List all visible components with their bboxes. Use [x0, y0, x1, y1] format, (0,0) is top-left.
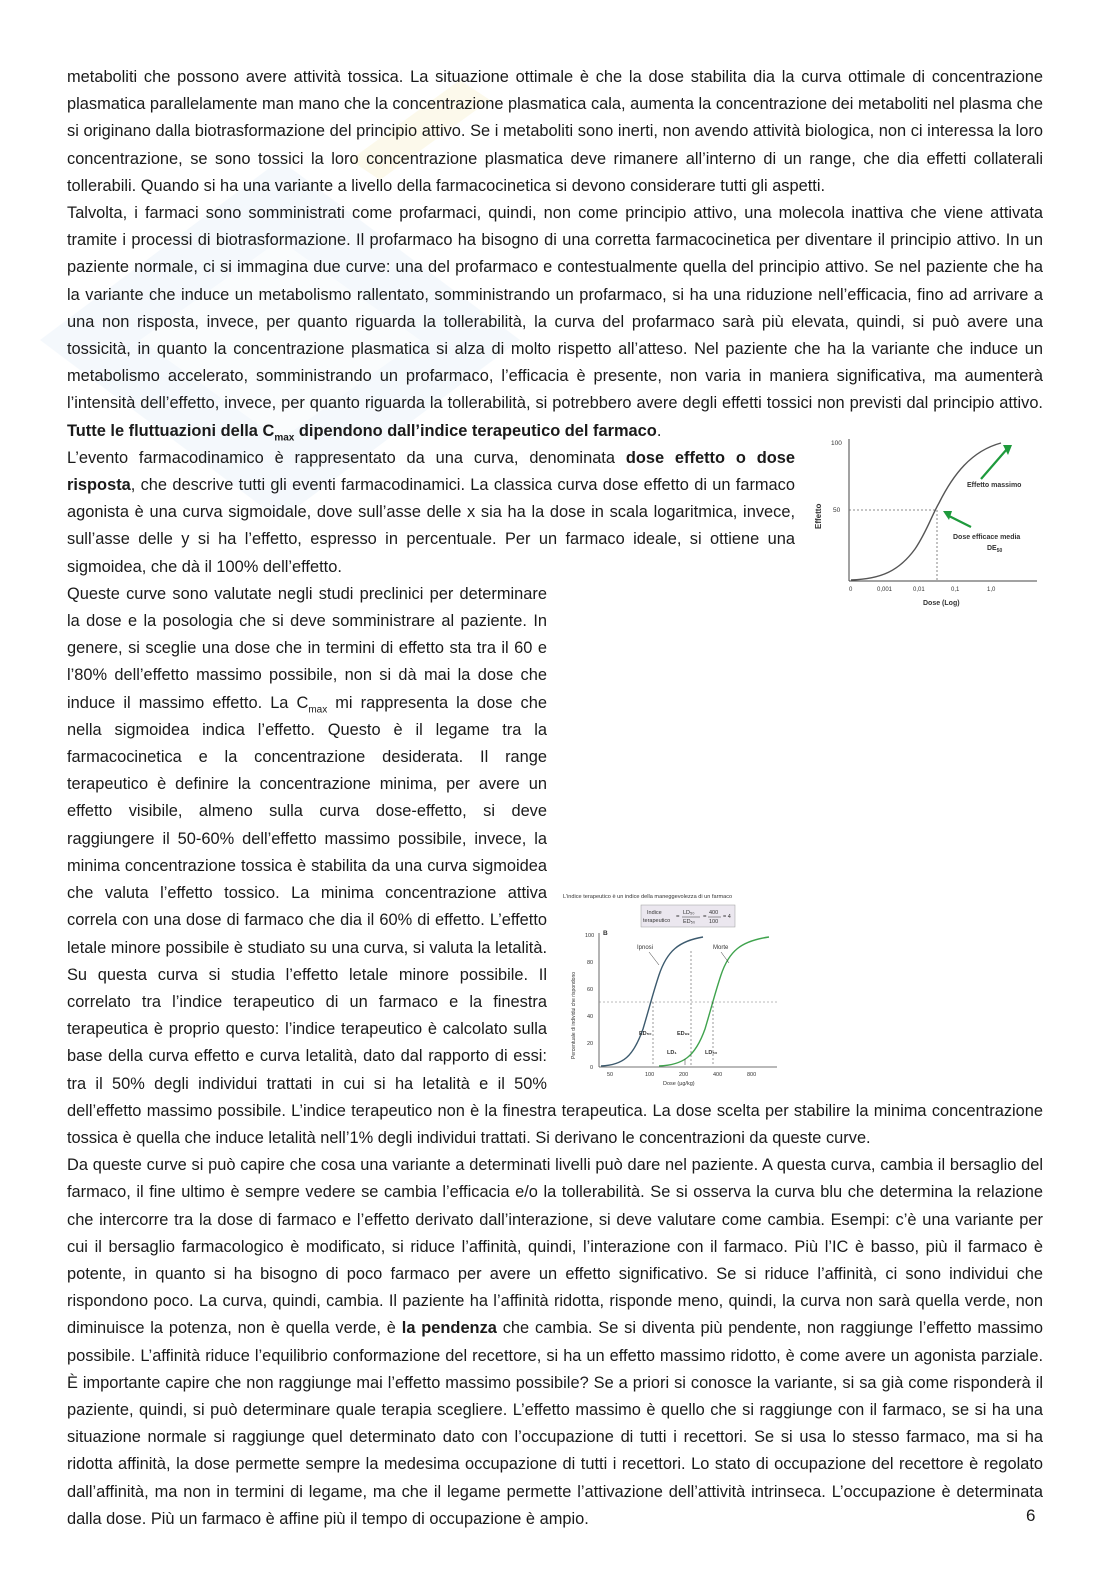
document-body: [67, 64, 1043, 1533]
x-tick-4: 1,0: [987, 586, 996, 593]
paragraph-4: Queste curve sono valutate negli studi preclinici per determinare la dose e la posologia che si deve somministrare al paziente. In genere, si sceglie una dose che in termini di effetto sta tra il 60 e l’80% dell’effetto massimo possibile, non si dà mai la dose che induce il massimo effetto. La $C_{max}$ mi rappresenta la dose che nella sigmoidea indica l’effetto. Questo è il legame tra la farmacocinetica e la concentrazione desiderata. Il range terapeutico è definire la concentrazione minima, per avere un effetto visibile, almeno sulla curva dose-effetto, si deve raggiungere il 50-60% dell’effetto massimo possibile, invece, la minima concentrazione tossica è stabilita da una curva sigmoidea che valuta l’effetto tossico. La minima concentrazione attiva correla con una dose di farmaco che dia il 60% di effetto. L’effetto letale minore possibile è studiato su una curva, si valuta la letalità. Su questa curva si studia l’effetto letale minore possibile. Il correlato tra l’indice terapeutico di un farmaco e la finestra terapeutica è proprio questo: l’indice terapeutico è calcolato sulla base della curva effetto e curva letalità, dato dal rapporto di essi: tra il 50% degli individui trattati in cui si ha letalità e il 50% dell’effetto massimo possibile. L’indice terapeutico non è la finestra terapeutica. La dose scelta per stabilire la minima concentrazione tossica è quella che induce letalità nell’1% degli individui trattati. Si derivano le concentrazioni da queste curve.: [67, 584, 1043, 1147]
svg-text:80: 80: [587, 959, 594, 966]
formula-equals: =: [676, 913, 680, 920]
label-ipnosi: Ipnosi: [637, 944, 654, 951]
paragraph-5: Da queste curve si può capire che cosa una variante a determinati livelli può dare nel paziente. A questa curva, cambia il bersaglio del farmaco, il fine ultimo è sempre vedere se cambia l’efficacia e/o la tollerabilità. Se si osserva la curva blu che determina la relazione che intercorre tra la dose di farmaco e l’effetto derivato dall’interazione, si deve valutare come cambia. Esempi: c’è una variante per cui il bersaglio farmacologico è modificato, si riduce l’affinità, quindi, l’interazione con il farmaco. Più l’IC è basso, più il farmaco è potente, in quanto si ha bisogno di poco farmaco per avere un effetto significativo. Se si riduce l’affinità, ci sono individui che rispondono poco. La curva, quindi, cambia. Il paziente ha l’affinità ridotta, risponde meno, quindi, la curva non sarà quella verde, non diminuisce la potenza, non è quella verde, è la pendenza che cambia. Se si diventa più pendente, non raggiunge l’effetto massimo possibile. L’affinità riduce l’equilibrio conformazione del recettore, si ha un effetto massimo ridotto, è come avere un agonista parziale. È importante capire che non raggiunge mai l’effetto massimo possibile? Se a priori si conosce la variante, si sa già come risponderà il paziente, quindi, si può determinare quale terapia scegliere. L’effetto massimo è quello che si raggiunge con il farmaco, se si ha una situazione normale si raggiunge quel determinato dato con l’occupazione di tutti i recettori. Se si usa lo stesso farmaco, ma si ha ridotta affinità, la dose permette sempre la medesima occupazione di tutti i recettori. Lo stato di occupazione del recettore è regolato dall’affinità, ma non in termini di legame, ma che il legame permette l’attivazione dell’attività intrinseca. L’occupazione è determinata dalla dose. Più un farmaco è affine più il tempo di occupazione è ampio.: [67, 1156, 1043, 1528]
formula-result: = 4: [723, 913, 731, 920]
y-tick-100: 100: [831, 439, 842, 447]
svg-text:50: 50: [607, 1071, 614, 1078]
fig2-x-axis-label: Dose (µg/kg): [663, 1080, 695, 1087]
y-tick-50: 50: [833, 506, 841, 514]
x-tick-0: 0: [849, 586, 853, 593]
paragraph-3: L’evento farmacodinamico è rappresentato da una curva, denominata dose effetto o dose risposta, che descrive tutti gli eventi farmacodinamici. La classica curva dose effetto di un farmaco agonista è una curva sigmoidale, dove sull’asse delle x sia ha la dose in scala logaritmica, invece, sull’asse delle y si ha l’effetto, espresso in percentuale. Per un farmaco ideale, si ottiene una sigmoidea, che dà il 100% dell’effetto.: [67, 448, 795, 576]
bold-dose-effect: dose effetto o dose risposta: [67, 448, 795, 495]
fig2-y-axis-label: Percentuale di individui che rispondono: [571, 971, 577, 1059]
marker-ld50: LD₅₀: [705, 1049, 718, 1056]
formula-den-val: 100: [709, 918, 719, 925]
bold-pendenza: la pendenza: [401, 1319, 497, 1338]
page-number: 6: [1026, 1506, 1036, 1525]
svg-text:200: 200: [679, 1071, 689, 1078]
svg-text:400: 400: [713, 1071, 723, 1078]
paragraph-2: Talvolta, i farmaci sono somministrati come profarmaci, quindi, non come principio attivo, una molecola inattiva che viene attivata tramite i processi di biotrasformazione. Il profarmaco ha bisogno di una corretta farmacocinetica per diventare il principio attivo. In un paziente normale, ci si immagina due curve: una del profarmaco e contestualmente quella del principio attivo. Se nel paziente che ha la variante che induce un metabolismo rallentato, somministrando un profarmaco, si ha una riduzione nell’efficacia, fino ad arrivare a una non risposta, invece, per quanto riguarda la tollerabilità, la curva del profarmaco sarà più elevata, quindi, si può avere una tossicità, in quanto la concentrazione plasmatica si alza di molto rispetto all’atteso. Nel paziente che ha la variante che induce un metabolismo accelerato, somministrando un profarmaco, l’efficacia è presente, non varia in maniera significativa, ma aumenterà l’intensità dell’effetto, invece, per quanto riguarda la tollerabilità, si potrebbero avere degli effetti tossici non previsti dal principio attivo. Tutte le fluttuazioni della $C_{max}$ dipendono dall’indice terapeutico del farmaco.: [67, 204, 1043, 443]
svg-text:100: 100: [585, 932, 595, 939]
formula-numerator: LD₅₀: [683, 909, 695, 916]
marker-ed50: ED₅₀: [639, 1030, 652, 1037]
figure2-caption: L’indice terapeutico è un indice della maneggevolezza di un farmaco: [563, 893, 733, 900]
svg-text:800: 800: [747, 1071, 757, 1078]
svg-text:100: 100: [645, 1071, 655, 1078]
x-tick-2: 0,01: [913, 586, 925, 593]
formula-label-a: Indice: [647, 909, 662, 916]
label-ed50-title: Dose efficace media: [953, 533, 1021, 541]
label-morte: Morte: [713, 944, 729, 951]
y-axis-label: Effetto: [814, 503, 823, 529]
formula-num-val: 400: [709, 909, 719, 916]
marker-ed99: ED₉₉: [677, 1030, 690, 1037]
dose-response-figure: [811, 431, 1043, 609]
x-axis-label: Dose (Log): [923, 599, 960, 607]
svg-text:=: =: [703, 913, 707, 920]
formula-label-b: terapeutico: [643, 917, 671, 924]
x-tick-1: 0,001: [877, 586, 893, 593]
therapeutic-index-figure: [563, 889, 795, 1089]
svg-text:40: 40: [587, 1013, 594, 1020]
svg-text:0: 0: [590, 1064, 594, 1071]
marker-ld1: LD₁: [667, 1049, 677, 1056]
svg-text:60: 60: [587, 986, 594, 993]
panel-label: B: [603, 929, 608, 937]
paragraph-1: metaboliti che possono avere attività tossica. La situazione ottimale è che la dose stabilita dia la curva ottimale di concentrazione plasmatica parallelamente man mano che la concentrazione plasmatica cala, aumenta la concentrazione dei metaboliti nel plasma che si originano dalla biotrasformazione del principio attivo. Se i metaboliti sono inerti, non avendo attività biologica, non ci interessa la loro concentrazione, se sono tossici la loro concentrazione plasmatica deve rimanere all’interno di un range, che dia effetti collaterali tollerabili. Quando si ha una variante a livello della farmacocinetica si devono considerare tutti gli aspetti.: [67, 68, 1043, 195]
bold-cmax-statement: Tutte le fluttuazioni della $C_{max}$ dipendono dall’indice terapeutico del farmaco: [67, 421, 657, 443]
formula-denominator: ED₅₀: [683, 918, 696, 925]
label-ed50-symbol: $DE_{50}$: [987, 544, 1003, 554]
svg-text:20: 20: [587, 1040, 594, 1047]
label-max-effect: Effetto massimo: [967, 481, 1022, 489]
x-tick-3: 0,1: [951, 586, 960, 593]
